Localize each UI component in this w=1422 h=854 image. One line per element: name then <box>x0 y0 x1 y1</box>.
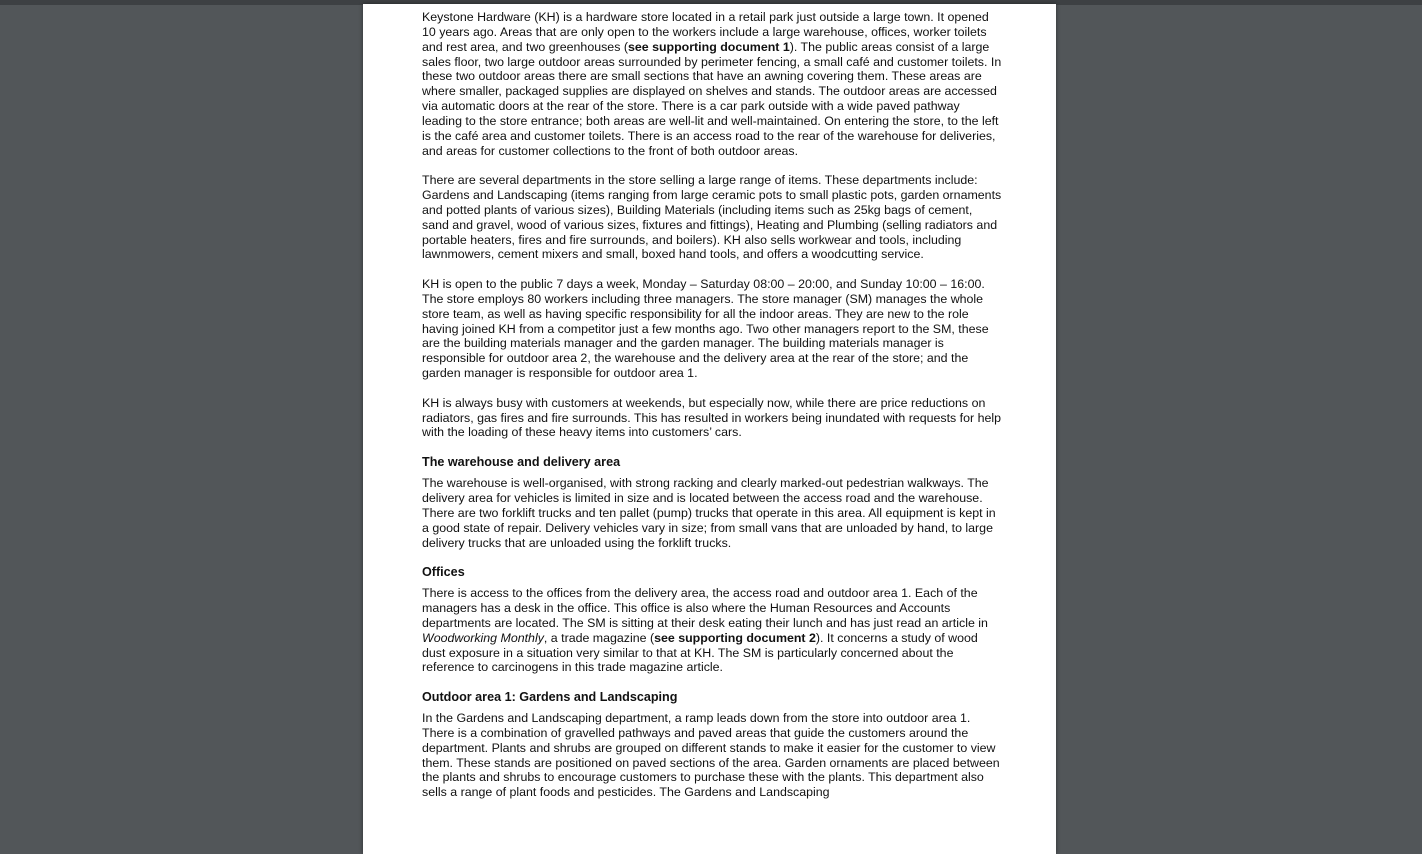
paragraph-intro <box>422 10 1002 158</box>
heading-offices: Offices <box>422 565 465 580</box>
paragraph-offices <box>422 586 1002 675</box>
offices-text-tail: ). It concerns a study of wood dust exposure in a situation very similar to that at KH. The SM is particularly concerned about the reference to carcinogens in this trade magazine article. <box>422 630 978 675</box>
paragraph-departments: There are several departments in the store selling a large range of items. These departments include: Gardens and Landscaping (items ranging from large ceramic pots to small plastic pots, garden ornaments and potted plants of various sizes), Building Materials (including items such as 25kg bags of cement, sand and gravel, wood of various sizes, fixtures and fittings), Heating and Plumbing (selling radiators and portable heaters, fires and fire surrounds, and boilers). KH also sells workwear and tools, including lawnmowers, cement mixers and small, boxed hand tools, and offers a woodcutting service. <box>422 173 1002 262</box>
heading-warehouse: The warehouse and delivery area <box>422 455 621 470</box>
intro-text-tail: ). The public areas consist of a large sales floor, two large outdoor areas surrounded by perimeter fencing, a small café and customer toilets. In these two outdoor areas there are small sections that have an awning covering them. These areas are where smaller, packaged supplies are displayed on shelves and stands. The outdoor areas are accessed via automatic doors at the rear of the store. There is a car park outside with a wide paved pathway leading to the store entrance; both areas are well-lit and well-maintained. On entering the store, to the left is the café area and customer toilets. There is an access road to the rear of the warehouse for deliveries, and areas for customer collections to the front of both outdoor areas. <box>422 39 1002 158</box>
paragraph-warehouse: The warehouse is well-organised, with strong racking and clearly marked-out pedestrian walkways. The delivery area for vehicles is limited in size and is located between the access road and the warehouse. There are two forklift trucks and ten pallet (pump) trucks that operate in this area. All equipment is kept in a good state of repair. Delivery vehicles vary in size; from small vans that are unloaded by hand, to large delivery trucks that are unloaded using the forklift trucks. <box>422 476 996 550</box>
magazine-title: Woodworking Monthly <box>422 630 544 645</box>
offices-text-mid: , a trade magazine ( <box>543 630 655 645</box>
page-content <box>422 10 1002 815</box>
paragraph-outdoor-area-1: In the Gardens and Landscaping department, a ramp leads down from the store into outdoor area 1. There is a combination of gravelled pathways and paved areas that guide the customers around the department. Plants and shrubs are grouped on different stands to make it easier for the customer to view them. These stands are positioned on paved sections of the area. Garden ornaments are placed between the plants and shrubs to encourage customers to purchase these with the plants. This department also sells a range of plant foods and pesticides. The Gardens and Landscaping <box>422 711 1000 800</box>
offices-text: There is access to the offices from the delivery area, the access road and outdoor area 1. Each of the managers has a desk in the office. This office is also where the Human Resources and Accounts departments are located. The SM is sitting at their desk eating their lunch and has just read an article in <box>422 586 988 630</box>
supporting-document-1-ref: see supporting document 1 <box>627 39 790 54</box>
intro-text: Keystone Hardware (KH) is a hardware store located in a retail park just outside a large town. It opened 10 years ago. Areas that are only open to the workers include a large warehouse, offices, worker toilets and rest area, and two greenhouses ( <box>422 10 989 54</box>
supporting-document-2-ref: see supporting document 2 <box>654 630 816 645</box>
paragraph-opening-hours: KH is open to the public 7 days a week, Monday – Saturday 08:00 – 20:00, and Sunday 10:00 – 16:00. The store employs 80 workers including three managers. The store manager (SM) manages the whole store team, as well as having specific responsibility for all the indoor areas. They are new to the role having joined KH from a competitor just a few months ago. Two other managers report to the SM, these are the building materials manager and the garden manager. The building materials manager is responsible for outdoor area 2, the warehouse and the delivery area at the rear of the store; and the garden manager is responsible for outdoor area 1. <box>422 277 989 381</box>
heading-outdoor-area-1: Outdoor area 1: Gardens and Landscaping <box>422 690 678 704</box>
document-page[interactable] <box>363 4 1056 854</box>
paragraph-busy: KH is always busy with customers at weekends, but especially now, while there are price reductions on radiators, gas fires and fire surrounds. This has resulted in workers being inundated with requests for help with the loading of these heavy items into customers’ cars. <box>422 395 1001 440</box>
